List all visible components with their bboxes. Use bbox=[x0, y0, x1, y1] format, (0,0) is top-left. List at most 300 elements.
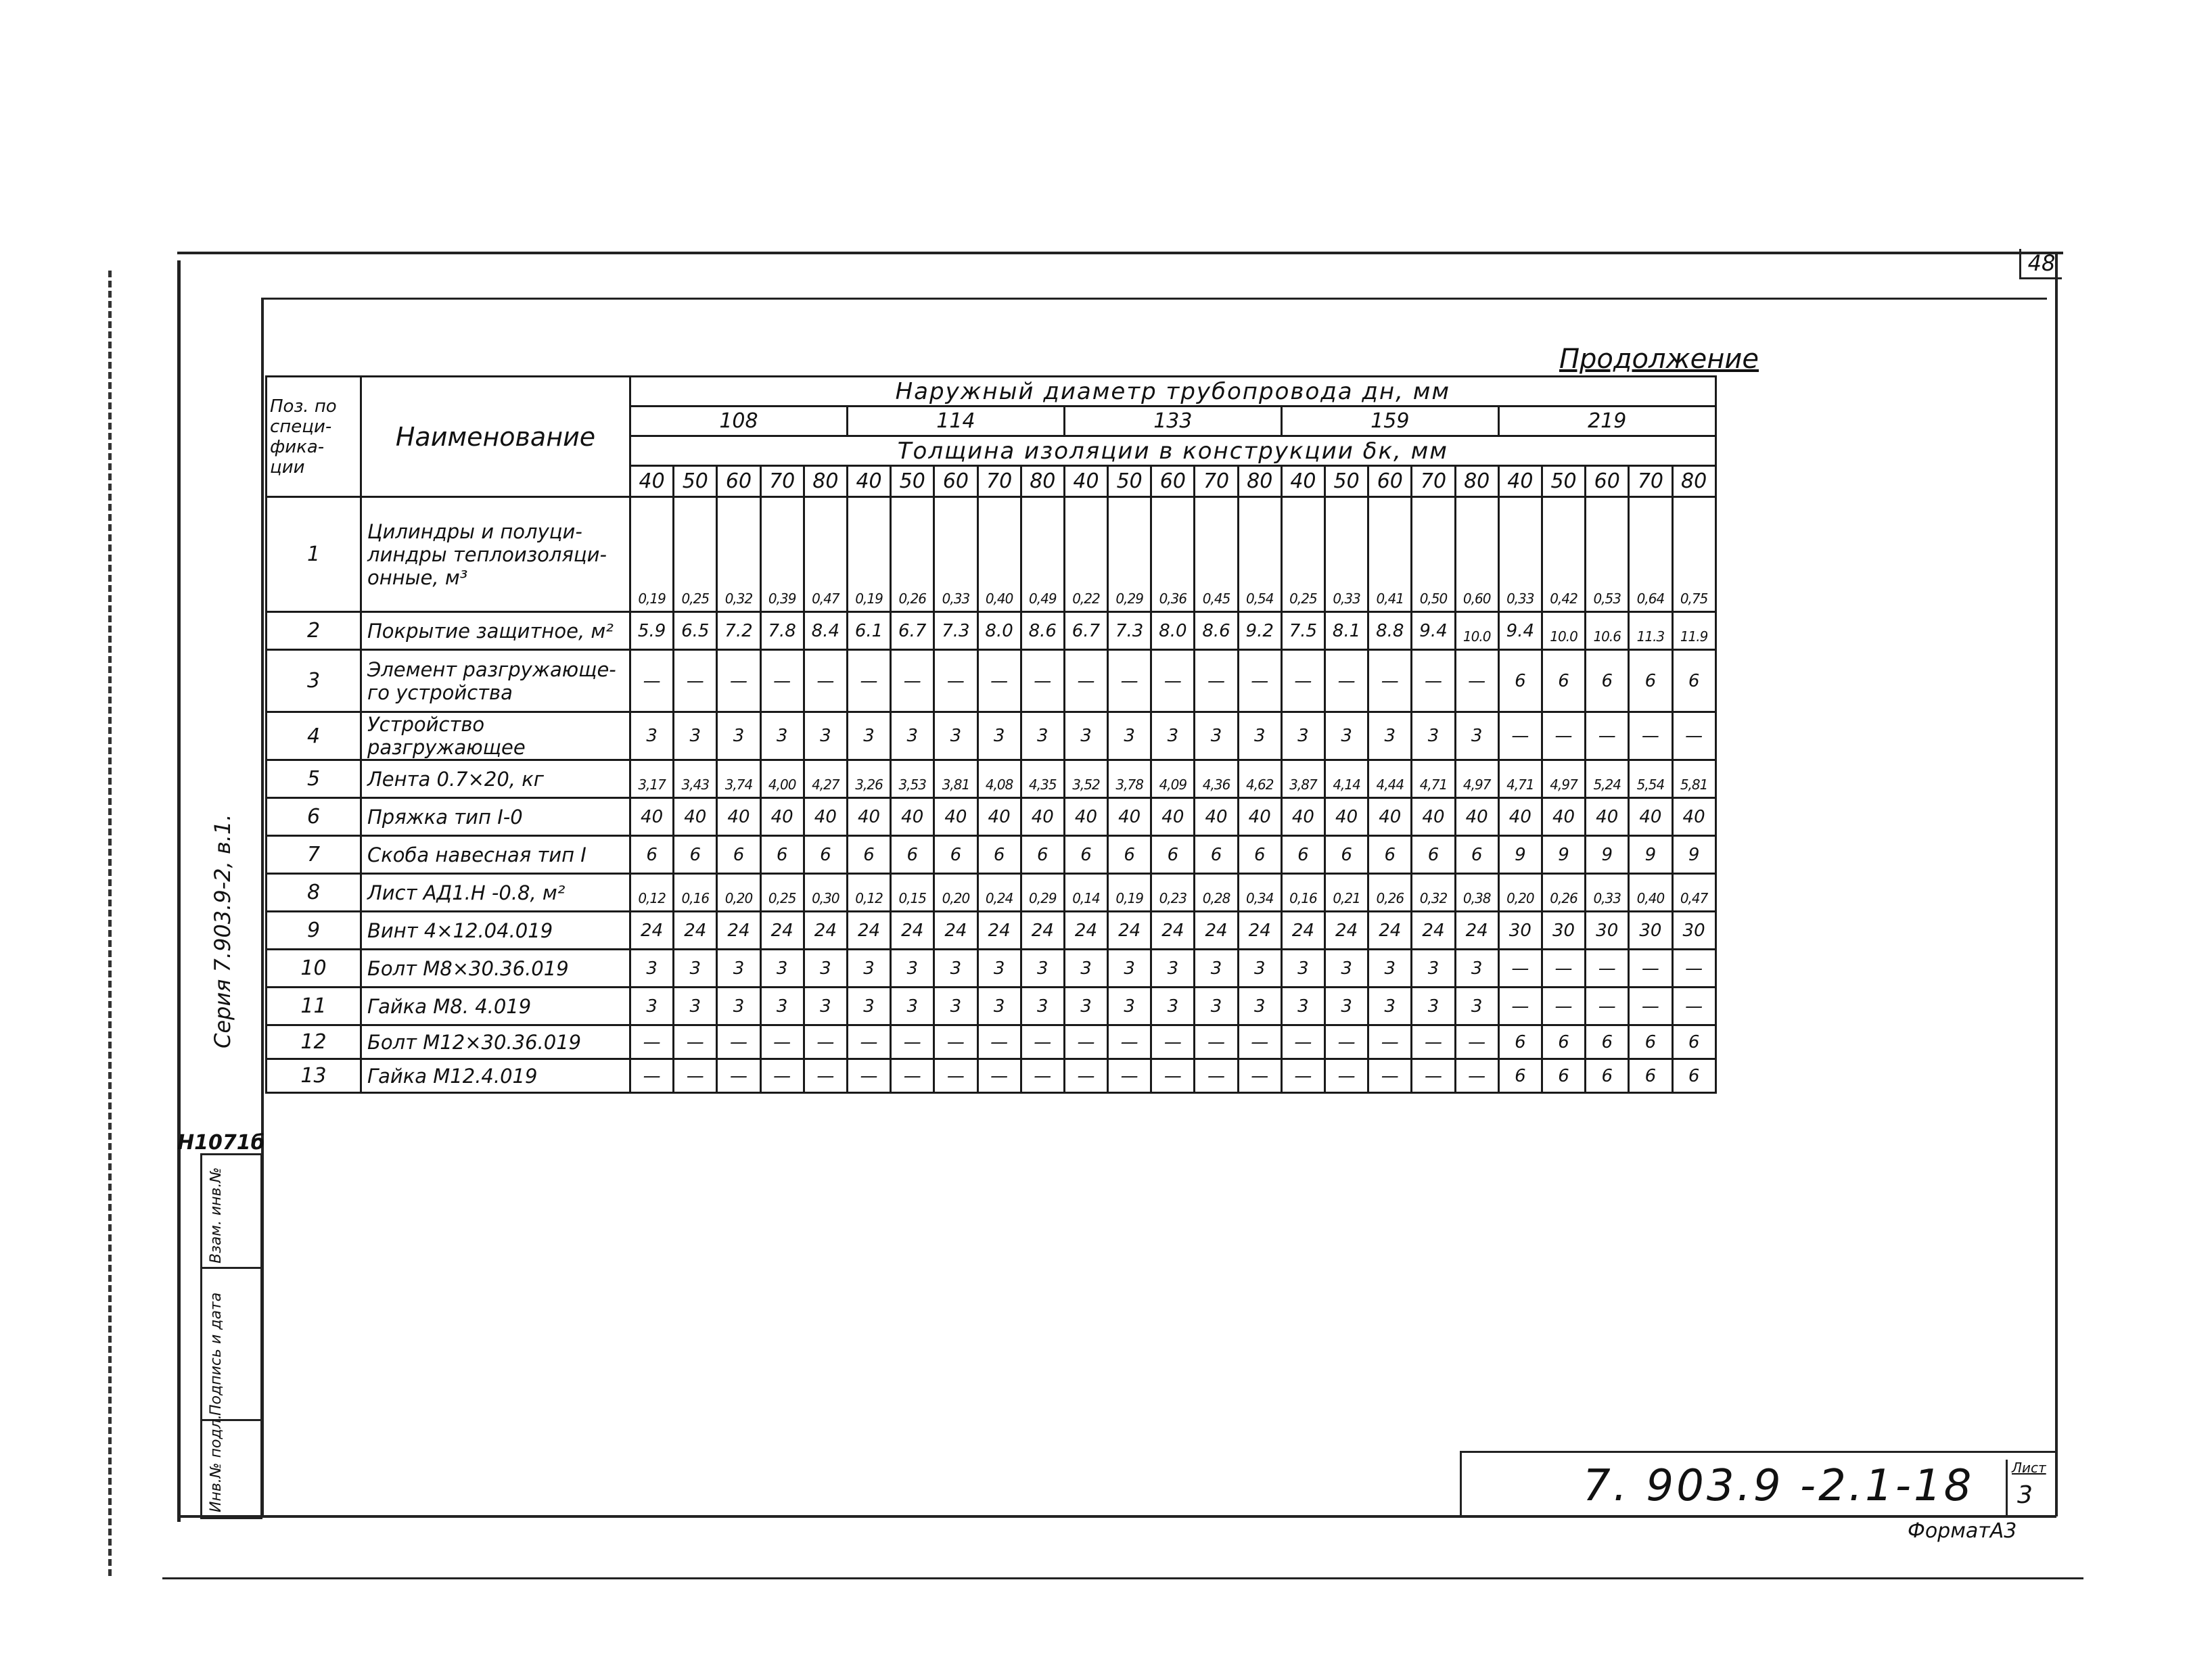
row-value-cell: 7.8 bbox=[760, 612, 804, 650]
row-value-cell: 40 bbox=[1672, 798, 1715, 836]
row-value-cell: 3 bbox=[1325, 988, 1368, 1025]
row-value-cell: 4,71 bbox=[1412, 760, 1455, 798]
row-value-cell: 3 bbox=[760, 712, 804, 760]
row-value-cell: — bbox=[717, 1059, 760, 1093]
header-thickness-cell: 60 bbox=[1368, 466, 1412, 497]
row-value-cell: — bbox=[1281, 1025, 1324, 1059]
row-value-cell: 5,81 bbox=[1672, 760, 1715, 798]
row-value-cell: — bbox=[891, 1025, 934, 1059]
row-position: 4 bbox=[267, 712, 361, 760]
row-value-cell: 0,53 bbox=[1586, 497, 1629, 612]
row-value-cell: — bbox=[1586, 988, 1629, 1025]
row-value-cell: — bbox=[1672, 950, 1715, 988]
row-value-cell: 3 bbox=[1238, 712, 1281, 760]
row-value-cell: — bbox=[1108, 650, 1151, 712]
row-value-cell: 3 bbox=[1021, 712, 1064, 760]
row-value-cell: 3 bbox=[847, 712, 890, 760]
row-value-cell: — bbox=[1542, 988, 1585, 1025]
row-value-cell: 8.1 bbox=[1325, 612, 1368, 650]
row-value-cell: — bbox=[1586, 712, 1629, 760]
row-value-cell: — bbox=[1281, 650, 1324, 712]
row-value-cell: — bbox=[1586, 950, 1629, 988]
row-name: Цилиндры и полуци- линдры теплоизоляци- онные, м³ bbox=[361, 497, 630, 612]
row-value-cell: — bbox=[977, 650, 1021, 712]
row-value-cell: 40 bbox=[630, 798, 674, 836]
row-value-cell: 7.3 bbox=[934, 612, 977, 650]
row-value-cell: — bbox=[1195, 1059, 1238, 1093]
row-value-cell: 6 bbox=[1151, 836, 1195, 874]
row-value-cell: 0,19 bbox=[630, 497, 674, 612]
header-diameter-title: Наружный диаметр трубопровода дн, мм bbox=[630, 377, 1716, 407]
approval-stamp-column bbox=[200, 1153, 262, 1519]
table-row bbox=[267, 912, 1716, 950]
row-value-cell: 0,19 bbox=[1108, 874, 1151, 912]
row-value-cell: 3 bbox=[847, 950, 890, 988]
row-value-cell: 3 bbox=[1108, 988, 1151, 1025]
row-value-cell: — bbox=[760, 650, 804, 712]
sheet-number: 3 bbox=[2017, 1481, 2033, 1509]
row-value-cell: 11.9 bbox=[1672, 612, 1715, 650]
row-value-cell: 9 bbox=[1542, 836, 1585, 874]
row-value-cell: 6 bbox=[1672, 650, 1715, 712]
header-thickness-cell: 70 bbox=[1195, 466, 1238, 497]
row-value-cell: 3 bbox=[804, 988, 847, 1025]
row-value-cell: 40 bbox=[891, 798, 934, 836]
row-value-cell: 0,19 bbox=[847, 497, 890, 612]
header-thickness-cell: 70 bbox=[1629, 466, 1672, 497]
row-value-cell: — bbox=[1368, 650, 1412, 712]
header-thickness-cell: 80 bbox=[1238, 466, 1281, 497]
row-value-cell: 0,38 bbox=[1455, 874, 1498, 912]
table-row bbox=[267, 497, 1716, 612]
row-position: 8 bbox=[267, 874, 361, 912]
header-thickness-cell: 80 bbox=[1672, 466, 1715, 497]
row-name: Болт М12×30.36.019 bbox=[361, 1025, 630, 1059]
row-value-cell: — bbox=[1021, 650, 1064, 712]
row-value-cell: 40 bbox=[1629, 798, 1672, 836]
row-value-cell: 3,26 bbox=[847, 760, 890, 798]
row-value-cell: — bbox=[891, 1059, 934, 1093]
row-name: Болт М8×30.36.019 bbox=[361, 950, 630, 988]
row-value-cell: 3 bbox=[977, 712, 1021, 760]
row-position: 7 bbox=[267, 836, 361, 874]
row-value-cell: 3 bbox=[1281, 950, 1324, 988]
row-value-cell: 30 bbox=[1629, 912, 1672, 950]
row-value-cell: 3 bbox=[1455, 988, 1498, 1025]
row-value-cell: 40 bbox=[674, 798, 717, 836]
row-value-cell: 3 bbox=[1195, 950, 1238, 988]
row-value-cell: 9.2 bbox=[1238, 612, 1281, 650]
row-value-cell: 0,12 bbox=[847, 874, 890, 912]
row-value-cell: 3 bbox=[1281, 988, 1324, 1025]
row-value-cell: — bbox=[1412, 1059, 1455, 1093]
row-position: 3 bbox=[267, 650, 361, 712]
row-value-cell: 3 bbox=[1325, 712, 1368, 760]
header-diameter-108: 108 bbox=[630, 407, 848, 436]
row-value-cell: 3,53 bbox=[891, 760, 934, 798]
row-name: Пряжка тип I-0 bbox=[361, 798, 630, 836]
row-value-cell: — bbox=[674, 1059, 717, 1093]
row-value-cell: — bbox=[1108, 1025, 1151, 1059]
row-value-cell: 3 bbox=[1412, 988, 1455, 1025]
row-value-cell: 0,49 bbox=[1021, 497, 1064, 612]
row-value-cell: 0,21 bbox=[1325, 874, 1368, 912]
row-value-cell: — bbox=[717, 650, 760, 712]
header-thickness-cell: 60 bbox=[1151, 466, 1195, 497]
row-value-cell: — bbox=[1629, 988, 1672, 1025]
row-value-cell: 3 bbox=[1151, 950, 1195, 988]
row-value-cell: — bbox=[1064, 1025, 1107, 1059]
row-value-cell: 3 bbox=[1238, 988, 1281, 1025]
row-value-cell: 6 bbox=[1586, 1059, 1629, 1093]
row-value-cell: 30 bbox=[1542, 912, 1585, 950]
stamp-label-signature: Подпись и дата bbox=[208, 1292, 225, 1416]
row-value-cell: 3 bbox=[804, 950, 847, 988]
row-name: Покрытие защитное, м² bbox=[361, 612, 630, 650]
table-row bbox=[267, 988, 1716, 1025]
row-value-cell: 4,00 bbox=[760, 760, 804, 798]
row-position: 10 bbox=[267, 950, 361, 988]
row-value-cell: 0,20 bbox=[717, 874, 760, 912]
header-thickness-cell: 50 bbox=[674, 466, 717, 497]
row-value-cell: 0,50 bbox=[1412, 497, 1455, 612]
row-value-cell: 9 bbox=[1629, 836, 1672, 874]
row-value-cell: 40 bbox=[1455, 798, 1498, 836]
row-value-cell: 24 bbox=[1108, 912, 1151, 950]
row-value-cell: 3 bbox=[630, 950, 674, 988]
row-value-cell: 6 bbox=[1672, 1059, 1715, 1093]
row-value-cell: 0,29 bbox=[1108, 497, 1151, 612]
row-value-cell: 8.6 bbox=[1021, 612, 1064, 650]
header-diameter-159: 159 bbox=[1281, 407, 1498, 436]
table-row bbox=[267, 1025, 1716, 1059]
header-diameter-114: 114 bbox=[847, 407, 1064, 436]
row-value-cell: 6 bbox=[1108, 836, 1151, 874]
row-value-cell: 6 bbox=[977, 836, 1021, 874]
row-value-cell: 5,24 bbox=[1586, 760, 1629, 798]
row-value-cell: — bbox=[804, 650, 847, 712]
row-value-cell: 3 bbox=[717, 712, 760, 760]
row-value-cell: 24 bbox=[1238, 912, 1281, 950]
header-thickness-cell: 60 bbox=[1586, 466, 1629, 497]
row-value-cell: 40 bbox=[1281, 798, 1324, 836]
table-row bbox=[267, 712, 1716, 760]
row-value-cell: — bbox=[847, 1025, 890, 1059]
row-value-cell: — bbox=[630, 1059, 674, 1093]
header-name: Наименование bbox=[361, 377, 630, 497]
row-value-cell: 24 bbox=[891, 912, 934, 950]
row-value-cell: 0,33 bbox=[1498, 497, 1542, 612]
row-value-cell: 6 bbox=[1542, 1025, 1585, 1059]
row-value-cell: — bbox=[1455, 650, 1498, 712]
row-value-cell: 6 bbox=[1586, 650, 1629, 712]
row-value-cell: — bbox=[1195, 1025, 1238, 1059]
row-value-cell: 3 bbox=[977, 988, 1021, 1025]
header-thickness-cell: 70 bbox=[1412, 466, 1455, 497]
row-value-cell: 6 bbox=[1021, 836, 1064, 874]
row-value-cell: 9 bbox=[1586, 836, 1629, 874]
table-row bbox=[267, 874, 1716, 912]
row-value-cell: 24 bbox=[977, 912, 1021, 950]
row-value-cell: 4,97 bbox=[1542, 760, 1585, 798]
frame-top-line bbox=[177, 252, 2063, 254]
row-value-cell: 0,26 bbox=[1368, 874, 1412, 912]
row-value-cell: 6 bbox=[1325, 836, 1368, 874]
row-value-cell: — bbox=[934, 1025, 977, 1059]
row-value-cell: 24 bbox=[760, 912, 804, 950]
header-thickness-cell: 70 bbox=[760, 466, 804, 497]
row-value-cell: 3,52 bbox=[1064, 760, 1107, 798]
row-value-cell: — bbox=[934, 650, 977, 712]
row-value-cell: 10.0 bbox=[1455, 612, 1498, 650]
row-value-cell: — bbox=[630, 1025, 674, 1059]
frame-left-line bbox=[177, 260, 181, 1522]
row-value-cell: 5.9 bbox=[630, 612, 674, 650]
row-value-cell: 4,71 bbox=[1498, 760, 1542, 798]
row-value-cell: 6 bbox=[934, 836, 977, 874]
row-value-cell: — bbox=[1498, 950, 1542, 988]
row-value-cell: 6 bbox=[1542, 650, 1585, 712]
table-row bbox=[267, 798, 1716, 836]
row-value-cell: 3 bbox=[717, 988, 760, 1025]
row-value-cell: 6 bbox=[891, 836, 934, 874]
row-value-cell: 24 bbox=[1151, 912, 1195, 950]
row-value-cell: 3 bbox=[1238, 950, 1281, 988]
row-value-cell: 4,44 bbox=[1368, 760, 1412, 798]
row-value-cell: 0,26 bbox=[1542, 874, 1585, 912]
row-value-cell: 3 bbox=[1064, 950, 1107, 988]
row-value-cell: — bbox=[760, 1025, 804, 1059]
row-value-cell: — bbox=[1455, 1059, 1498, 1093]
row-value-cell: — bbox=[1238, 1025, 1281, 1059]
row-value-cell: 3 bbox=[630, 988, 674, 1025]
row-value-cell: 3 bbox=[760, 988, 804, 1025]
row-value-cell: 30 bbox=[1672, 912, 1715, 950]
row-value-cell: 6 bbox=[760, 836, 804, 874]
row-value-cell: 3 bbox=[1368, 988, 1412, 1025]
row-value-cell: — bbox=[630, 650, 674, 712]
row-value-cell: 0,40 bbox=[1629, 874, 1672, 912]
row-value-cell: 6 bbox=[1195, 836, 1238, 874]
row-value-cell: 0,16 bbox=[674, 874, 717, 912]
stamp-label-inventory: Инв.№ подл. bbox=[208, 1414, 225, 1512]
row-name: Лист АД1.Н -0.8, м² bbox=[361, 874, 630, 912]
header-thickness-cell: 60 bbox=[717, 466, 760, 497]
row-value-cell: 6 bbox=[1586, 1025, 1629, 1059]
row-value-cell: 40 bbox=[1498, 798, 1542, 836]
row-value-cell: — bbox=[674, 1025, 717, 1059]
row-value-cell: 0,33 bbox=[1586, 874, 1629, 912]
row-value-cell: 0,16 bbox=[1281, 874, 1324, 912]
row-value-cell: 4,62 bbox=[1238, 760, 1281, 798]
row-value-cell: 0,25 bbox=[674, 497, 717, 612]
row-value-cell: 6 bbox=[1368, 836, 1412, 874]
row-value-cell: 0,60 bbox=[1455, 497, 1498, 612]
row-value-cell: 6 bbox=[1672, 1025, 1715, 1059]
row-value-cell: 8.4 bbox=[804, 612, 847, 650]
row-value-cell: — bbox=[674, 650, 717, 712]
header-thickness-cell: 40 bbox=[1064, 466, 1107, 497]
row-position: 6 bbox=[267, 798, 361, 836]
table-row bbox=[267, 760, 1716, 798]
row-value-cell: 40 bbox=[1368, 798, 1412, 836]
row-value-cell: — bbox=[1542, 712, 1585, 760]
row-value-cell: 40 bbox=[934, 798, 977, 836]
row-value-cell: 0,33 bbox=[1325, 497, 1368, 612]
row-value-cell: 0,26 bbox=[891, 497, 934, 612]
header-thickness-cell: 80 bbox=[1455, 466, 1498, 497]
row-value-cell: 40 bbox=[760, 798, 804, 836]
row-value-cell: 8.6 bbox=[1195, 612, 1238, 650]
row-value-cell: 0,36 bbox=[1151, 497, 1195, 612]
row-value-cell: — bbox=[1325, 650, 1368, 712]
row-value-cell: 3 bbox=[891, 950, 934, 988]
row-value-cell: 3 bbox=[1368, 950, 1412, 988]
row-value-cell: 0,54 bbox=[1238, 497, 1281, 612]
row-position: 12 bbox=[267, 1025, 361, 1059]
row-value-cell: 40 bbox=[1238, 798, 1281, 836]
row-value-cell: 6 bbox=[847, 836, 890, 874]
row-name: Устройство разгружающее bbox=[361, 712, 630, 760]
table-row bbox=[267, 950, 1716, 988]
row-value-cell: 3 bbox=[1021, 988, 1064, 1025]
row-value-cell: 3 bbox=[1412, 712, 1455, 760]
row-value-cell: — bbox=[760, 1059, 804, 1093]
row-value-cell: — bbox=[1498, 712, 1542, 760]
row-value-cell: 6.1 bbox=[847, 612, 890, 650]
row-value-cell: 3 bbox=[1064, 988, 1107, 1025]
row-value-cell: 40 bbox=[977, 798, 1021, 836]
table-row bbox=[267, 836, 1716, 874]
row-value-cell: 4,08 bbox=[977, 760, 1021, 798]
row-value-cell: 3 bbox=[630, 712, 674, 760]
row-value-cell: 0,12 bbox=[630, 874, 674, 912]
row-value-cell: — bbox=[1325, 1059, 1368, 1093]
row-value-cell: — bbox=[1368, 1025, 1412, 1059]
row-position: 9 bbox=[267, 912, 361, 950]
row-value-cell: 3 bbox=[934, 712, 977, 760]
header-thickness-cell: 50 bbox=[1325, 466, 1368, 497]
row-value-cell: 6.7 bbox=[1064, 612, 1107, 650]
header-thickness-cell: 40 bbox=[630, 466, 674, 497]
row-value-cell: 3 bbox=[1455, 712, 1498, 760]
row-value-cell: — bbox=[717, 1025, 760, 1059]
header-thickness-cell: 80 bbox=[1021, 466, 1064, 497]
table-row bbox=[267, 650, 1716, 712]
row-value-cell: 0,32 bbox=[1412, 874, 1455, 912]
row-value-cell: 40 bbox=[1586, 798, 1629, 836]
row-value-cell: — bbox=[1412, 1025, 1455, 1059]
row-value-cell: 4,35 bbox=[1021, 760, 1064, 798]
row-name: Винт 4×12.04.019 bbox=[361, 912, 630, 950]
row-value-cell: — bbox=[804, 1025, 847, 1059]
row-value-cell: 10.6 bbox=[1586, 612, 1629, 650]
row-value-cell: 24 bbox=[717, 912, 760, 950]
row-value-cell: 30 bbox=[1498, 912, 1542, 950]
row-value-cell: 6.7 bbox=[891, 612, 934, 650]
row-value-cell: — bbox=[977, 1059, 1021, 1093]
frame-outer-bottom-line bbox=[162, 1577, 2083, 1579]
row-value-cell: — bbox=[1542, 950, 1585, 988]
row-value-cell: 0,22 bbox=[1064, 497, 1107, 612]
row-value-cell: 24 bbox=[1021, 912, 1064, 950]
row-value-cell: 6 bbox=[630, 836, 674, 874]
row-value-cell: 6 bbox=[1238, 836, 1281, 874]
row-value-cell: 0,39 bbox=[760, 497, 804, 612]
row-value-cell: — bbox=[1151, 650, 1195, 712]
row-value-cell: — bbox=[847, 650, 890, 712]
row-value-cell: 40 bbox=[1021, 798, 1064, 836]
row-value-cell: — bbox=[1281, 1059, 1324, 1093]
row-value-cell: 40 bbox=[804, 798, 847, 836]
row-value-cell: 0,75 bbox=[1672, 497, 1715, 612]
row-value-cell: 40 bbox=[1151, 798, 1195, 836]
row-value-cell: — bbox=[977, 1025, 1021, 1059]
row-value-cell: 8.8 bbox=[1368, 612, 1412, 650]
header-thickness-cell: 70 bbox=[977, 466, 1021, 497]
row-value-cell: 3 bbox=[1151, 988, 1195, 1025]
row-value-cell: 0,41 bbox=[1368, 497, 1412, 612]
row-value-cell: — bbox=[934, 1059, 977, 1093]
row-name: Гайка М12.4.019 bbox=[361, 1059, 630, 1093]
row-value-cell: — bbox=[1412, 650, 1455, 712]
row-value-cell: 24 bbox=[674, 912, 717, 950]
row-value-cell: 5,54 bbox=[1629, 760, 1672, 798]
row-value-cell: 3 bbox=[760, 950, 804, 988]
row-value-cell: 0,34 bbox=[1238, 874, 1281, 912]
row-value-cell: 3 bbox=[1195, 988, 1238, 1025]
table-row bbox=[267, 1059, 1716, 1093]
row-value-cell: 0,20 bbox=[934, 874, 977, 912]
row-value-cell: 3 bbox=[674, 712, 717, 760]
row-value-cell: 24 bbox=[1281, 912, 1324, 950]
frame-right-line bbox=[2055, 252, 2058, 1516]
row-value-cell: 6 bbox=[1542, 1059, 1585, 1093]
header-thickness-cell: 60 bbox=[934, 466, 977, 497]
row-value-cell: 6 bbox=[674, 836, 717, 874]
row-value-cell: 3,17 bbox=[630, 760, 674, 798]
stamp-label-replace: Взам. инв.№ bbox=[208, 1167, 225, 1263]
row-value-cell: 0,29 bbox=[1021, 874, 1064, 912]
row-value-cell: — bbox=[1629, 950, 1672, 988]
row-value-cell: 40 bbox=[847, 798, 890, 836]
row-position: 13 bbox=[267, 1059, 361, 1093]
row-value-cell: 6 bbox=[1498, 1059, 1542, 1093]
header-thickness-cell: 40 bbox=[847, 466, 890, 497]
format-label: ФорматА3 bbox=[1908, 1519, 2017, 1543]
row-value-cell: 6 bbox=[1498, 1025, 1542, 1059]
row-value-cell: 3,81 bbox=[934, 760, 977, 798]
row-value-cell: 9.4 bbox=[1412, 612, 1455, 650]
row-position: 5 bbox=[267, 760, 361, 798]
header-diameter-219: 219 bbox=[1498, 407, 1715, 436]
frame-inner-top-line bbox=[261, 298, 2047, 300]
row-value-cell: — bbox=[1498, 988, 1542, 1025]
row-value-cell: — bbox=[804, 1059, 847, 1093]
header-thickness-cell: 50 bbox=[1542, 466, 1585, 497]
header-thickness-cell: 40 bbox=[1281, 466, 1324, 497]
row-value-cell: 40 bbox=[1542, 798, 1585, 836]
row-value-cell: 40 bbox=[1195, 798, 1238, 836]
row-position: 2 bbox=[267, 612, 361, 650]
row-name: Скоба навесная тип I bbox=[361, 836, 630, 874]
page-number: 48 bbox=[2019, 249, 2062, 279]
row-value-cell: 24 bbox=[1325, 912, 1368, 950]
row-value-cell: 6 bbox=[717, 836, 760, 874]
row-value-cell: 3 bbox=[847, 988, 890, 1025]
row-value-cell: 30 bbox=[1586, 912, 1629, 950]
row-value-cell: 4,27 bbox=[804, 760, 847, 798]
